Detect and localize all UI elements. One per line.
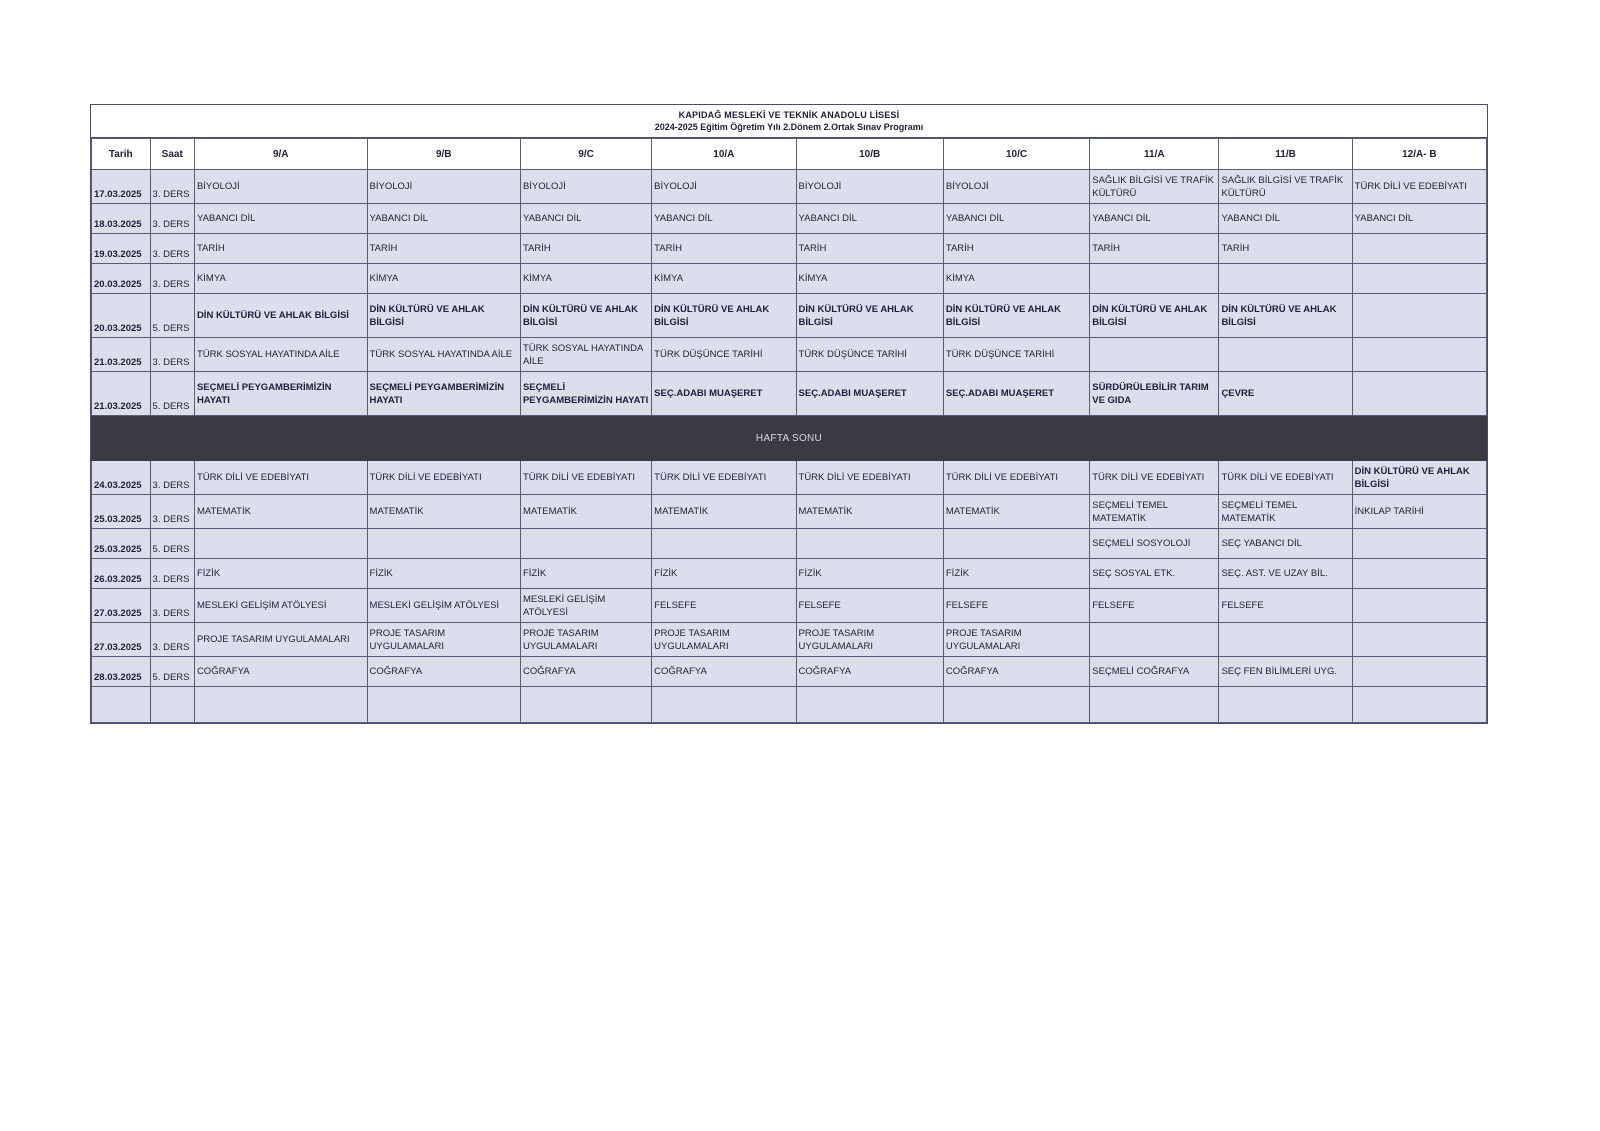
date-cell: 28.03.2025 xyxy=(92,657,151,687)
subject-cell: SEÇMELİ PEYGAMBERİMİZİN HAYATI xyxy=(194,372,367,416)
trailing-empty-rows xyxy=(92,687,1487,723)
subject-cell: PROJE TASARIM UYGULAMALARI xyxy=(520,623,651,657)
subject-cell: MATEMATİK xyxy=(367,495,520,529)
column-header: Tarih xyxy=(92,139,151,170)
column-header: 11/A xyxy=(1090,139,1219,170)
subject-cell: FİZİK xyxy=(943,559,1089,589)
table-row xyxy=(92,623,1487,657)
subject-cell: TARİH xyxy=(943,234,1089,264)
table-row xyxy=(92,372,1487,416)
table-row xyxy=(92,589,1487,623)
subject-cell: MESLEKİ GELİŞİM ATÖLYESİ xyxy=(194,589,367,623)
subject-cell: COĞRAFYA xyxy=(194,657,367,687)
table-row xyxy=(92,338,1487,372)
date-cell: 18.03.2025 xyxy=(92,204,151,234)
school-name: KAPIDAĞ MESLEKİ VE TEKNİK ANADOLU LİSESİ xyxy=(678,110,900,120)
table-row xyxy=(92,264,1487,294)
subject-cell: İNKILAP TARİHİ xyxy=(1352,495,1486,529)
column-header: 9/B xyxy=(367,139,520,170)
subject-cell: TÜRK DİLİ VE EDEBİYATI xyxy=(652,461,796,495)
subject-cell: YABANCI DİL xyxy=(652,204,796,234)
subject-cell: TARİH xyxy=(796,234,943,264)
period-cell: 3. DERS xyxy=(150,338,194,372)
subject-cell: PROJE TASARIM UYGULAMALARI xyxy=(194,623,367,657)
empty-cell xyxy=(796,687,943,723)
subject-cell: MESLEKİ GELİŞİM ATÖLYESİ xyxy=(520,589,651,623)
date-cell: 20.03.2025 xyxy=(92,294,151,338)
subject-cell: FİZİK xyxy=(194,559,367,589)
subject-cell: FELSEFE xyxy=(943,589,1089,623)
subject-cell: DİN KÜLTÜRÜ VE AHLAK BİLGİSİ xyxy=(1219,294,1352,338)
date-cell: 27.03.2025 xyxy=(92,589,151,623)
subject-cell xyxy=(1352,294,1486,338)
subject-cell: BİYOLOJİ xyxy=(943,170,1089,204)
subject-cell: COĞRAFYA xyxy=(520,657,651,687)
subject-cell: TARİH xyxy=(1219,234,1352,264)
subject-cell: ÇEVRE xyxy=(1219,372,1352,416)
subject-cell: YABANCI DİL xyxy=(520,204,651,234)
subject-cell: FİZİK xyxy=(652,559,796,589)
subject-cell: KİMYA xyxy=(520,264,651,294)
subject-cell: TARİH xyxy=(194,234,367,264)
subject-cell: MATEMATİK xyxy=(194,495,367,529)
subject-cell: DİN KÜLTÜRÜ VE AHLAK BİLGİSİ xyxy=(1352,461,1486,495)
subject-cell: TÜRK DİLİ VE EDEBİYATI xyxy=(194,461,367,495)
subject-cell: SEÇ SOSYAL ETK. xyxy=(1090,559,1219,589)
period-cell: 3. DERS xyxy=(150,495,194,529)
subject-cell: TÜRK DİLİ VE EDEBİYATI xyxy=(796,461,943,495)
table-row xyxy=(92,495,1487,529)
subject-cell: TÜRK DÜŞÜNCE TARİHİ xyxy=(652,338,796,372)
period-cell: 5. DERS xyxy=(150,294,194,338)
week2-rows xyxy=(92,461,1487,687)
empty-cell xyxy=(1090,687,1219,723)
subject-cell: SEÇMELİ PEYGAMBERİMİZİN HAYATI xyxy=(367,372,520,416)
date-cell: 19.03.2025 xyxy=(92,234,151,264)
subject-cell: YABANCI DİL xyxy=(194,204,367,234)
subject-cell: TÜRK DİLİ VE EDEBİYATI xyxy=(1090,461,1219,495)
date-cell: 21.03.2025 xyxy=(92,338,151,372)
subject-cell xyxy=(1352,623,1486,657)
table-row xyxy=(92,170,1487,204)
subject-cell: KİMYA xyxy=(652,264,796,294)
period-cell: 5. DERS xyxy=(150,529,194,559)
week1-rows xyxy=(92,170,1487,416)
subject-cell: SEÇMELİ TEMEL MATEMATİK xyxy=(1090,495,1219,529)
date-cell: 20.03.2025 xyxy=(92,264,151,294)
column-header: 10/B xyxy=(796,139,943,170)
weekend-band xyxy=(92,416,1487,461)
period-cell: 3. DERS xyxy=(150,623,194,657)
column-header: 11/B xyxy=(1219,139,1352,170)
subject-cell: FİZİK xyxy=(520,559,651,589)
empty-cell xyxy=(194,687,367,723)
subject-cell: MESLEKİ GELİŞİM ATÖLYESİ xyxy=(367,589,520,623)
subject-cell: KİMYA xyxy=(796,264,943,294)
subject-cell: SEÇMELİ TEMEL MATEMATİK xyxy=(1219,495,1352,529)
subject-cell: DİN KÜLTÜRÜ VE AHLAK BİLGİSİ xyxy=(520,294,651,338)
subject-cell xyxy=(1219,338,1352,372)
subject-cell: PROJE TASARIM UYGULAMALARI xyxy=(796,623,943,657)
subject-cell: YABANCI DİL xyxy=(1090,204,1219,234)
subject-cell: SEÇMELİ COĞRAFYA xyxy=(1090,657,1219,687)
column-header: 12/A- B xyxy=(1352,139,1486,170)
subject-cell xyxy=(1352,264,1486,294)
column-header: 10/C xyxy=(943,139,1089,170)
subject-cell: YABANCI DİL xyxy=(1352,204,1486,234)
date-cell: 24.03.2025 xyxy=(92,461,151,495)
weekend-row xyxy=(92,416,1487,461)
subject-cell: YABANCI DİL xyxy=(1219,204,1352,234)
subject-cell xyxy=(367,529,520,559)
table-row xyxy=(92,204,1487,234)
subject-cell: TARİH xyxy=(652,234,796,264)
subject-cell: TÜRK SOSYAL HAYATINDA AİLE xyxy=(520,338,651,372)
subject-cell: COĞRAFYA xyxy=(367,657,520,687)
subject-cell: YABANCI DİL xyxy=(943,204,1089,234)
subject-cell: SEÇ.ADABI MUAŞERET xyxy=(943,372,1089,416)
subject-cell: COĞRAFYA xyxy=(796,657,943,687)
subject-cell xyxy=(1352,589,1486,623)
subject-cell xyxy=(520,529,651,559)
period-cell: 3. DERS xyxy=(150,559,194,589)
subject-cell: BİYOLOJİ xyxy=(652,170,796,204)
subject-cell xyxy=(194,529,367,559)
subject-cell: TÜRK SOSYAL HAYATINDA AİLE xyxy=(367,338,520,372)
column-header: 9/A xyxy=(194,139,367,170)
date-cell: 25.03.2025 xyxy=(92,495,151,529)
period-cell: 3. DERS xyxy=(150,589,194,623)
subject-cell xyxy=(652,529,796,559)
subject-cell: BİYOLOJİ xyxy=(367,170,520,204)
subject-cell xyxy=(1090,264,1219,294)
subject-cell xyxy=(943,529,1089,559)
subject-cell: DİN KÜLTÜRÜ VE AHLAK BİLGİSİ xyxy=(652,294,796,338)
subject-cell: MATEMATİK xyxy=(943,495,1089,529)
subject-cell: FELSEFE xyxy=(1219,589,1352,623)
subject-cell: SEÇ YABANCI DİL xyxy=(1219,529,1352,559)
weekend-label: HAFTA SONU xyxy=(92,416,1487,461)
table-row xyxy=(92,657,1487,687)
subject-cell: BİYOLOJİ xyxy=(796,170,943,204)
subject-cell: FELSEFE xyxy=(652,589,796,623)
subject-cell xyxy=(1090,338,1219,372)
subject-cell: FELSEFE xyxy=(796,589,943,623)
subject-cell: KİMYA xyxy=(943,264,1089,294)
empty-cell xyxy=(367,687,520,723)
subject-cell: TÜRK DİLİ VE EDEBİYATI xyxy=(943,461,1089,495)
subject-cell: DİN KÜLTÜRÜ VE AHLAK BİLGİSİ xyxy=(194,294,367,338)
subject-cell: KİMYA xyxy=(367,264,520,294)
subject-cell: SEÇMELİ SOSYOLOJİ xyxy=(1090,529,1219,559)
column-header: 10/A xyxy=(652,139,796,170)
empty-cell xyxy=(943,687,1089,723)
subject-cell: FELSEFE xyxy=(1090,589,1219,623)
subject-cell xyxy=(796,529,943,559)
period-cell: 3. DERS xyxy=(150,264,194,294)
empty-cell xyxy=(652,687,796,723)
subject-cell xyxy=(1352,657,1486,687)
date-cell: 25.03.2025 xyxy=(92,529,151,559)
subject-cell: DİN KÜLTÜRÜ VE AHLAK BİLGİSİ xyxy=(1090,294,1219,338)
schedule-title-block xyxy=(91,105,1487,138)
date-cell: 17.03.2025 xyxy=(92,170,151,204)
subject-cell: TARİH xyxy=(1090,234,1219,264)
table-header-row xyxy=(92,139,1487,170)
subject-cell: PROJE TASARIM UYGULAMALARI xyxy=(652,623,796,657)
subject-cell: SEÇ FEN BİLİMLERİ UYG. xyxy=(1219,657,1352,687)
subject-cell xyxy=(1352,372,1486,416)
subject-cell: MATEMATİK xyxy=(520,495,651,529)
period-cell: 3. DERS xyxy=(150,234,194,264)
table-row xyxy=(92,529,1487,559)
table-row xyxy=(92,461,1487,495)
exam-schedule-sheet xyxy=(90,104,1488,724)
subject-cell: SEÇMELİ PEYGAMBERİMİZİN HAYATI xyxy=(520,372,651,416)
subject-cell xyxy=(1090,623,1219,657)
subject-cell: PROJE TASARIM UYGULAMALARI xyxy=(367,623,520,657)
column-header: Saat xyxy=(150,139,194,170)
date-cell: 26.03.2025 xyxy=(92,559,151,589)
subject-cell: SEÇ. AST. VE UZAY BİL. xyxy=(1219,559,1352,589)
subject-cell: SAĞLIK BİLGİSİ VE TRAFİK KÜLTÜRÜ xyxy=(1090,170,1219,204)
subject-cell: COĞRAFYA xyxy=(652,657,796,687)
table-row xyxy=(92,234,1487,264)
schedule-table xyxy=(91,138,1487,723)
subject-cell: SÜRDÜRÜLEBİLİR TARIM VE GIDA xyxy=(1090,372,1219,416)
subject-cell: DİN KÜLTÜRÜ VE AHLAK BİLGİSİ xyxy=(943,294,1089,338)
period-cell: 5. DERS xyxy=(150,657,194,687)
empty-row xyxy=(92,687,1487,723)
subject-cell: SEÇ.ADABI MUAŞERET xyxy=(652,372,796,416)
subject-cell: TÜRK DÜŞÜNCE TARİHİ xyxy=(796,338,943,372)
subject-cell: TÜRK SOSYAL HAYATINDA AİLE xyxy=(194,338,367,372)
subject-cell: DİN KÜLTÜRÜ VE AHLAK BİLGİSİ xyxy=(796,294,943,338)
subject-cell: MATEMATİK xyxy=(796,495,943,529)
subject-cell: BİYOLOJİ xyxy=(520,170,651,204)
subject-cell: TÜRK DÜŞÜNCE TARİHİ xyxy=(943,338,1089,372)
empty-cell xyxy=(1352,687,1486,723)
period-cell: 5. DERS xyxy=(150,372,194,416)
subject-cell: KİMYA xyxy=(194,264,367,294)
subject-cell: MATEMATİK xyxy=(652,495,796,529)
subject-cell: SAĞLIK BİLGİSİ VE TRAFİK KÜLTÜRÜ xyxy=(1219,170,1352,204)
subject-cell xyxy=(1352,559,1486,589)
subject-cell: PROJE TASARIM UYGULAMALARI xyxy=(943,623,1089,657)
subject-cell: COĞRAFYA xyxy=(943,657,1089,687)
subject-cell xyxy=(1219,264,1352,294)
subject-cell: DİN KÜLTÜRÜ VE AHLAK BİLGİSİ xyxy=(367,294,520,338)
period-cell: 3. DERS xyxy=(150,461,194,495)
subject-cell xyxy=(1352,338,1486,372)
date-cell: 27.03.2025 xyxy=(92,623,151,657)
empty-cell xyxy=(150,687,194,723)
subject-cell: TÜRK DİLİ VE EDEBİYATI xyxy=(520,461,651,495)
date-cell: 21.03.2025 xyxy=(92,372,151,416)
subject-cell: YABANCI DİL xyxy=(367,204,520,234)
subject-cell xyxy=(1219,623,1352,657)
subject-cell: SEÇ.ADABI MUAŞERET xyxy=(796,372,943,416)
empty-cell xyxy=(92,687,151,723)
subject-cell: TARİH xyxy=(367,234,520,264)
table-row xyxy=(92,559,1487,589)
empty-cell xyxy=(1219,687,1352,723)
subject-cell: YABANCI DİL xyxy=(796,204,943,234)
period-cell: 3. DERS xyxy=(150,170,194,204)
subject-cell xyxy=(1352,529,1486,559)
subject-cell xyxy=(1352,234,1486,264)
subject-cell: BİYOLOJİ xyxy=(194,170,367,204)
empty-cell xyxy=(520,687,651,723)
subject-cell: FİZİK xyxy=(796,559,943,589)
subject-cell: FİZİK xyxy=(367,559,520,589)
table-row xyxy=(92,294,1487,338)
schedule-subtitle: 2024-2025 Eğitim Öğretim Yılı 2.Dönem 2.Ortak Sınav Programı xyxy=(654,122,924,132)
subject-cell: TÜRK DİLİ VE EDEBİYATI xyxy=(1219,461,1352,495)
subject-cell: TÜRK DİLİ VE EDEBİYATI xyxy=(367,461,520,495)
subject-cell: TARİH xyxy=(520,234,651,264)
column-header: 9/C xyxy=(520,139,651,170)
period-cell: 3. DERS xyxy=(150,204,194,234)
subject-cell: TÜRK DİLİ VE EDEBİYATI xyxy=(1352,170,1486,204)
